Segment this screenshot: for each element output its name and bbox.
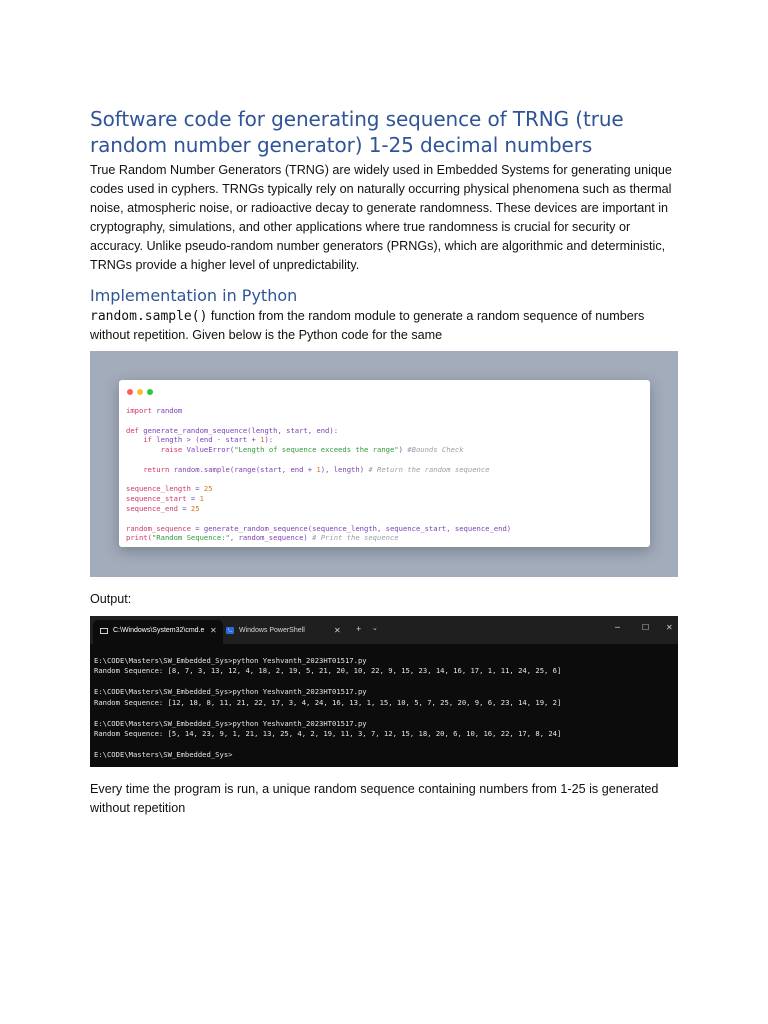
window-close-icon[interactable]: ✕ [666, 623, 673, 632]
terminal-tab-bar [90, 616, 678, 644]
section-heading: Implementation in Python [90, 286, 298, 305]
tab-cmd[interactable] [93, 620, 223, 644]
terminal-window [90, 616, 678, 767]
intro-paragraph: True Random Number Generators (TRNG) are widely used in Embedded Systems for generating unique codes used in cyphers. TRNGs typically rely on naturally occurring physical phenomena such as thermal noise, atmospheric noise, or radioactive decay to generate randomness. These devices are important in cryptography, simulations, and other applications where true randomness is crucial for security or accuracy. Unlike pseudo-random number generators (PRNGs), which are algorithmic and deterministic, TRNGs provide a higher level of unpredictability. [90, 163, 672, 272]
tab-close-icon[interactable]: ✕ [334, 626, 341, 635]
terminal-line: Random Sequence: [5, 14, 23, 9, 1, 21, 13, 25, 4, 2, 19, 11, 3, 7, 12, 15, 18, 20, 6, 10, 16, 22, 17, 8, 24] [94, 729, 562, 739]
terminal-output [94, 656, 561, 761]
tab-powershell-label: Windows PowerShell [239, 627, 305, 634]
code-screenshot [90, 351, 678, 577]
page-title: Software code for generating sequence of TRNG (true random number generator) 1-25 decimal numbers [90, 107, 624, 157]
terminal-line: E:\CODE\Masters\SW_Embedded_Sys>python Yeshvanth_2023HT01517.py [94, 687, 367, 697]
tab-cmd-label: C:\Windows\System32\cmd.e [113, 627, 205, 634]
terminal-line: Random Sequence: [12, 18, 8, 11, 21, 22, 17, 3, 4, 24, 16, 13, 1, 15, 10, 5, 7, 25, 20, 9, 6, 23, 14, 19, 2] [94, 697, 562, 707]
output-label: Output: [90, 592, 132, 606]
powershell-icon: ›_ [227, 627, 233, 633]
maximize-dot-icon [147, 389, 153, 395]
terminal-line: E:\CODE\Masters\SW_Embedded_Sys> [94, 750, 233, 760]
terminal-line: Random Sequence: [8, 7, 3, 13, 12, 4, 18, 2, 19, 5, 21, 20, 10, 22, 9, 15, 23, 14, 16, 17, 1, 11, 24, 25, 6] [94, 666, 562, 676]
window-dots [127, 389, 153, 395]
tab-dropdown-chevron-icon[interactable]: ⌄ [372, 625, 378, 632]
cmd-icon [100, 628, 108, 634]
terminal-line: E:\CODE\Masters\SW_Embedded_Sys>python Yeshvanth_2023HT01517.py [94, 656, 367, 665]
new-tab-plus-icon[interactable]: + [356, 624, 362, 634]
terminal-line: E:\CODE\Masters\SW_Embedded_Sys>python Yeshvanth_2023HT01517.py [94, 718, 367, 728]
minimize-icon[interactable]: ─ [615, 623, 620, 632]
maximize-icon[interactable]: ☐ [642, 623, 650, 632]
minimize-dot-icon [137, 389, 143, 395]
code-window [119, 380, 650, 547]
close-dot-icon [127, 389, 133, 395]
closing-paragraph: Every time the program is run, a unique random sequence containing numbers from 1-25 is generated without repetition [90, 782, 659, 815]
python-code: import random def generate_random_sequence(length, start, end): if length > (end - start + 1): raise ValueError("Length of sequence exceeds the range") #Bounds Check return random.sample(range(start, end + 1), length) # Return the random sequence sequence_length = 25 sequence_start = 1 sequence_end = 25 random_sequence = generate_random_sequence(sequence_length, sequence_start, sequence_end) print("Random Sequence:", random_sequence) # Print the sequence [126, 406, 512, 543]
document-body [90, 106, 680, 815]
implementation-text: function from the random module to generate a random sequence of numbers without repetition. Given below is the Python code for the same [90, 309, 645, 342]
implementation-paragraph [90, 307, 680, 345]
tab-close-icon[interactable]: ✕ [210, 626, 217, 635]
tab-powershell[interactable] [226, 620, 351, 644]
inline-code-random-sample: random.sample() [90, 309, 208, 324]
